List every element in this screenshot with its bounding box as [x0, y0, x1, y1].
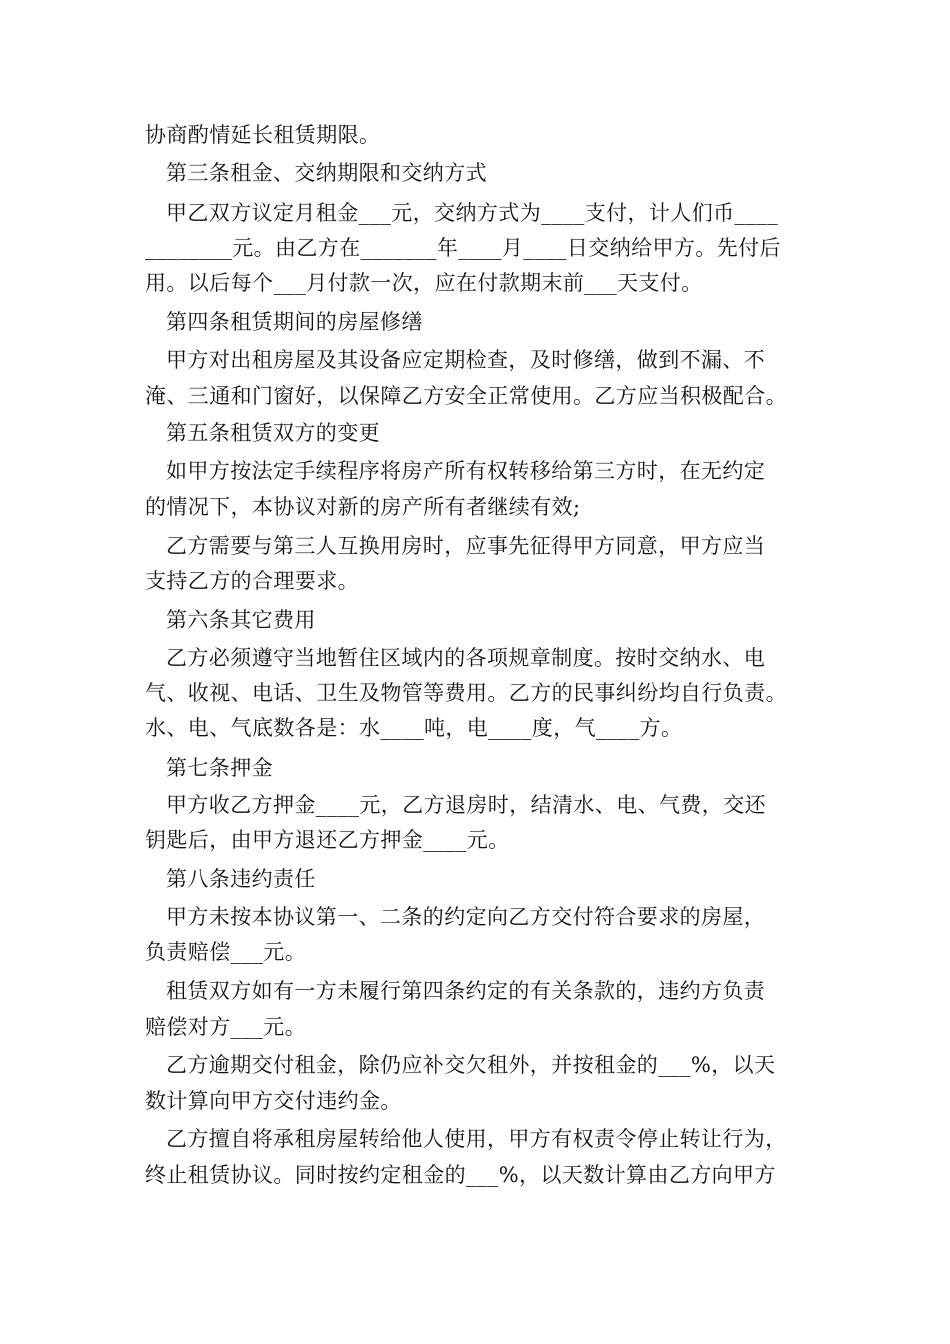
text-line: 协商酌情延长租赁期限。 [145, 123, 381, 147]
text-line: 淹、三通和门窗好，以保障乙方安全正常使用。乙方应当积极配合。 [145, 384, 787, 408]
text-line: 乙方必须遵守当地暂住区域内的各项规章制度。按时交纳水、电 [166, 646, 766, 670]
text-line: 赔偿对方___元。 [145, 1015, 307, 1039]
section-heading: 第七条押金 [166, 756, 273, 780]
text-line: 甲方收乙方押金____元，乙方退房时，结清水、电、气费，交还 [166, 793, 766, 817]
section-heading: 第八条违约责任 [166, 867, 316, 891]
section-heading: 第四条租赁期间的房屋修缮 [166, 310, 423, 334]
text-line: 乙方需要与第三人互换用房时，应事先征得甲方同意，甲方应当 [166, 534, 766, 558]
text-line: 气、收视、电话、卫生及物管等费用。乙方的民事纠纷均自行负责。 [145, 681, 787, 705]
text-line: 用。以后每个___月付款一次，应在付款期末前___天支付。 [145, 271, 703, 295]
text-line: 数计算向甲方交付违约金。 [145, 1089, 402, 1113]
text-line: 甲方对出租房屋及其设备应定期检查，及时修缮，做到不漏、不 [166, 348, 766, 372]
text-line: 乙方擅自将承租房屋转给他人使用，甲方有权责令停止转让行为， [166, 1127, 787, 1151]
text-line: 甲乙双方议定月租金___元，交纳方式为____支付，计人们币____ [166, 201, 779, 225]
text-line: 乙方逾期交付租金，除仍应补交欠租外，并按租金的___%，以天 [166, 1053, 776, 1077]
text-line: 终止租赁协议。同时按约定租金的___%，以天数计算由乙方向甲方 [145, 1163, 776, 1187]
section-heading: 第三条租金、交纳期限和交纳方式 [166, 161, 487, 185]
text-line: 租赁双方如有一方未履行第四条约定的有关条款的，违约方负责 [166, 979, 766, 1003]
text-line: 负责赔偿___元。 [145, 940, 307, 964]
text-line: 支持乙方的合理要求。 [145, 569, 359, 593]
text-line: 的情况下，本协议对新的房产所有者继续有效; [145, 495, 581, 519]
text-line: 如甲方按法定手续程序将房产所有权转移给第三方时，在无约定 [166, 459, 766, 483]
section-heading: 第六条其它费用 [166, 608, 316, 632]
text-line: 水、电、气底数各是：水____吨，电____度，气____方。 [145, 716, 683, 740]
text-line: ________元。由乙方在_______年____月____日交纳给甲方。先付后 [145, 236, 781, 260]
section-heading: 第五条租赁双方的变更 [166, 421, 380, 445]
text-line: 甲方未按本协议第一、二条的约定向乙方交付符合要求的房屋， [166, 905, 766, 929]
text-line: 钥匙后，由甲方退还乙方押金____元。 [145, 828, 510, 852]
